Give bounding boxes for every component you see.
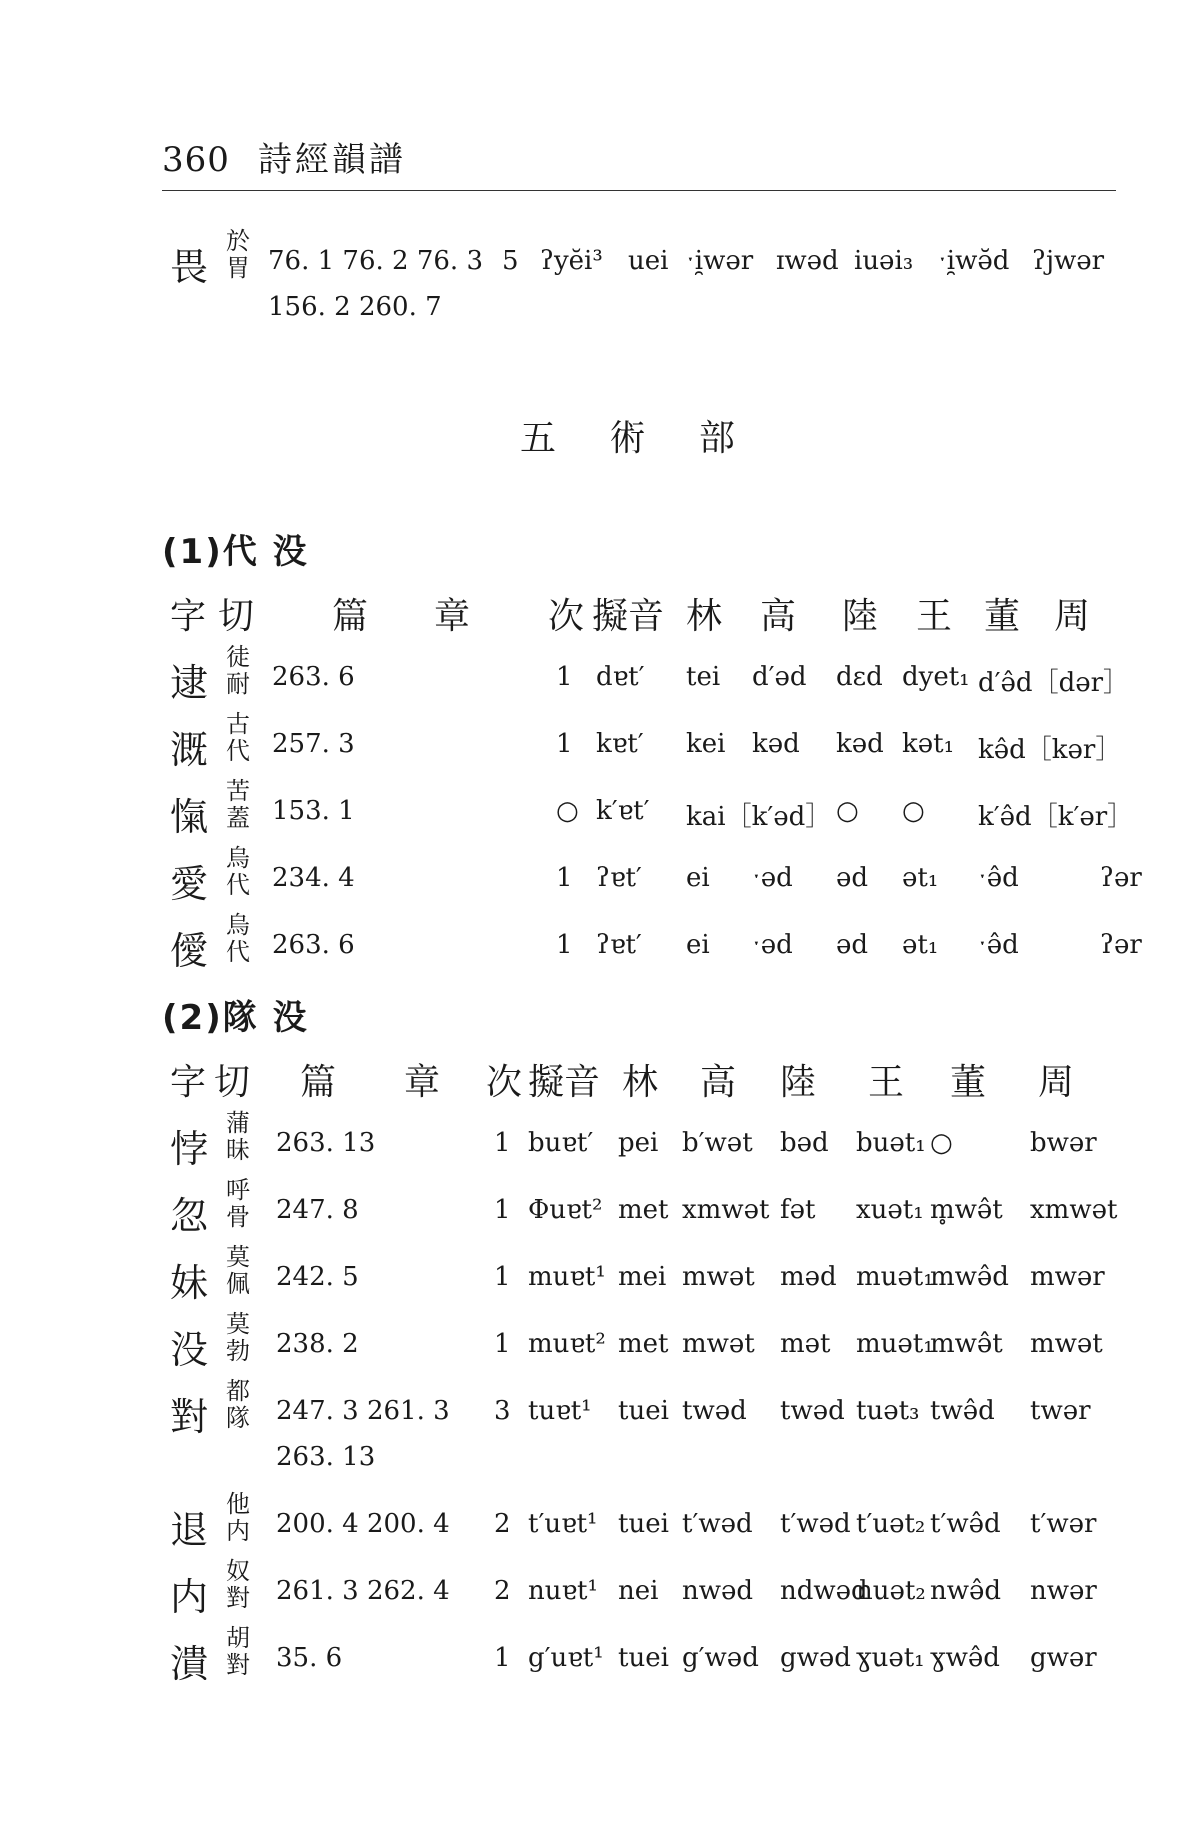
col-nishi: g′uɐt¹ [528,1643,604,1673]
col-lu: ndwəd [780,1576,868,1606]
col-dong: nwə̂d [930,1576,1002,1606]
entry-ref-continued: 263. 13 [276,1442,376,1472]
col-wang: iuəi₃ [854,246,914,276]
entry-ref: 238. 2 [276,1329,359,1359]
col-wang: ɣuət₁ [856,1643,925,1673]
entry-char: 愾 [170,795,209,839]
entry-ref: 263. 13 [276,1128,376,1158]
fanqie: 奴 對 [226,1557,250,1612]
entry-row [0,1109,1200,1171]
col-wang: nuət₂ [856,1576,926,1606]
book-title: 詩經韻譜 [257,140,406,180]
col-nishi: ʔɐt′ [596,863,642,893]
col-dong: k′ə̂d［k′ər］ [978,802,1134,832]
entry-char: 逮 [170,661,209,705]
entry-ref: 234. 4 [272,863,355,893]
col-zhou: nwər [1030,1576,1097,1606]
col-zhou: gwər [1030,1643,1097,1673]
col-zhou: ʔər [1100,930,1142,960]
entry-row [0,911,1200,973]
col-gao: mwət [682,1262,755,1292]
col-nishi: muɐt² [528,1329,606,1359]
entry-count: 1 [556,662,573,692]
col-zhou: t′wər [1030,1509,1097,1539]
page-number: 360 [162,140,230,180]
col-lin: kei [686,729,726,759]
col-zhou: ʔjwər [1032,246,1105,276]
entry-row [0,1243,1200,1305]
entry-ref: 247. 3 261. 3 [276,1396,450,1426]
col-nishi: muɐt¹ [528,1262,606,1292]
col-wang: muət₁ [856,1262,934,1292]
col-zhou: mwət [1030,1329,1103,1359]
col-dong: kə̂d［kər］ [978,735,1122,765]
col-gao: b′wət [682,1128,753,1158]
col-dong: ˑə̂d [978,863,1019,893]
entry-row [0,1377,1200,1439]
col-dong: mwə̂t [930,1329,1003,1359]
col-lu: əd [836,930,869,960]
entry-count: 1 [556,729,573,759]
entry-char: 妹 [170,1261,209,1305]
col-dong: mwə̂d [930,1262,1009,1292]
fanqie: 古 代 [226,710,250,765]
subsection-2-title: (2)隊 没 [162,998,309,1038]
subsection-1-title: (1)代 没 [162,532,309,572]
entry-char: 畏 [170,245,209,289]
entry-char: 潰 [170,1642,209,1686]
col-nishi: kɐt′ [596,729,644,759]
fanqie: 徒 耐 [226,643,250,698]
col-lu: mət [780,1329,831,1359]
col-gao: twəd [682,1396,747,1426]
entry-char: 退 [170,1508,209,1552]
fanqie: 於 胃 [226,227,250,282]
col-lu: gwəd [780,1643,851,1673]
col-zhou: mwər [1030,1262,1105,1292]
col-wang: dyet₁ [902,662,970,692]
entry-row [0,844,1200,906]
col-lin: met [618,1195,669,1225]
fanqie: 烏 代 [226,844,250,899]
col-lin: kai［k′əd］ [686,802,832,832]
entry-row [0,643,1200,705]
col-lu: məd [780,1262,837,1292]
col-gao: kəd [752,729,800,759]
col-gao: ˑi̯wər [686,246,754,276]
fanqie: 他 内 [226,1490,250,1545]
entry-ref: 263. 6 [272,930,355,960]
entry-char: 對 [170,1395,209,1439]
col-wang: ət₁ [902,863,939,893]
entry-count: 2 [494,1509,511,1539]
fanqie: 莫 勃 [226,1310,250,1365]
col-gao: g′wəd [682,1643,759,1673]
entry-count: 1 [556,930,573,960]
col-lu: twəd [780,1396,845,1426]
fanqie: 都 隊 [226,1377,250,1432]
entry-ref-continued: 156. 2 260. 7 [268,292,442,322]
entry-char: 忽 [170,1194,209,1238]
entry-count: 1 [494,1262,511,1292]
col-dong: ˑi̯wə̆d [938,246,1010,276]
col-nishi: t′uɐt¹ [528,1509,598,1539]
col-zhou: ʔər [1100,863,1142,893]
entry-count: 1 [494,1329,511,1359]
entry-row [0,1557,1200,1619]
col-nishi: Φuɐt² [528,1195,603,1225]
entry-char: 愛 [170,862,209,906]
col-wang: buət₁ [856,1128,926,1158]
entry-ref: 35. 6 [276,1643,343,1673]
col-lin: tuei [618,1643,669,1673]
entry-count: ○ [556,796,579,826]
col-lu: t′wəd [780,1509,851,1539]
col-dong: m̥wə̂t [930,1195,1003,1225]
entry-count: 5 [502,246,519,276]
fanqie: 苦 蓋 [226,777,250,832]
entry-count: 1 [494,1643,511,1673]
fanqie: 呼 骨 [226,1176,250,1231]
col-dong: ˑə̂d [978,930,1019,960]
col-gao: d′əd [752,662,807,692]
entry-row [0,1624,1200,1686]
entry-char: 没 [170,1328,209,1372]
col-gao: mwət [682,1329,755,1359]
entry-row [0,710,1200,772]
col-zhou: bwər [1030,1128,1097,1158]
col-lin: ei [686,863,710,893]
col-nishi: tuɐt¹ [528,1396,592,1426]
col-dong: ○ [930,1128,953,1158]
col-lin: nei [618,1576,659,1606]
col-gao: xmwət [682,1195,770,1225]
entry-ref: 76. 1 76. 2 76. 3 [268,246,483,276]
col-nishi: ʔɐt′ [596,930,642,960]
col-nishi: dɐt′ [596,662,645,692]
entry-ref: 261. 3 262. 4 [276,1576,450,1606]
col-dong: t′wə̂d [930,1509,1001,1539]
section-title: 五 術 部 [520,418,737,459]
entry-char: 悖 [170,1127,209,1171]
col-gao: ˑəd [752,930,793,960]
col-nishi: ʔyĕi³ [540,246,603,276]
entry-count: 1 [494,1128,511,1158]
col-lin: met [618,1329,669,1359]
entry-count: 1 [494,1195,511,1225]
col-gao: nwəd [682,1576,754,1606]
col-zhou: twər [1030,1396,1091,1426]
col-lu: ○ [836,796,859,826]
col-nishi: buɐt′ [528,1128,594,1158]
col-wang: t′uət₂ [856,1509,926,1539]
col-wang: muət₁ [856,1329,934,1359]
entry-ref: 242. 5 [276,1262,359,1292]
col-lu: fət [780,1195,816,1225]
entry-char: 溉 [170,728,209,772]
fanqie: 蒲 昧 [226,1109,250,1164]
col-dong: ɣwə̂d [930,1643,1000,1673]
col-lin: tuei [618,1509,669,1539]
fanqie: 莫 佩 [226,1243,250,1298]
entry-row-top [0,227,1200,289]
entry-char: 僾 [170,929,209,973]
col-wang: ət₁ [902,930,939,960]
entry-ref: 257. 3 [272,729,355,759]
col-lin: pei [618,1128,659,1158]
col-lin: tuei [618,1396,669,1426]
col-wang: ○ [902,796,925,826]
col-dong: d′ə̂d［dər］ [978,668,1130,698]
col-wang: xuət₁ [856,1195,924,1225]
page-header [162,132,406,181]
entry-row [0,777,1200,839]
entry-count: 3 [494,1396,511,1426]
entry-ref: 263. 6 [272,662,355,692]
fanqie: 胡 對 [226,1624,250,1679]
col-gao: t′wəd [682,1509,753,1539]
col-dong: twə̂d [930,1396,995,1426]
col-wang: tuət₃ [856,1396,920,1426]
entry-row [0,1176,1200,1238]
col-lu: bəd [780,1128,829,1158]
col-lin: tei [686,662,721,692]
col-zhou: xmwət [1030,1195,1118,1225]
entry-ref: 200. 4 200. 4 [276,1509,450,1539]
entry-count: 1 [556,863,573,893]
col-wang: kət₁ [902,729,955,759]
col-lu: ɪwəd [776,246,839,276]
col-nishi: k′ɐt′ [596,796,650,826]
col-lin: mei [618,1262,667,1292]
col-nishi: nuɐt¹ [528,1576,598,1606]
col-lin: uei [628,246,669,276]
entry-ref: 153. 1 [272,796,355,826]
entry-row [0,1310,1200,1372]
col-lin: ei [686,930,710,960]
entry-char: 内 [170,1575,209,1619]
entry-count: 2 [494,1576,511,1606]
col-gao: ˑəd [752,863,793,893]
entry-ref: 247. 8 [276,1195,359,1225]
col-lu: dɛd [836,662,883,692]
fanqie: 烏 代 [226,911,250,966]
entry-row [0,1490,1200,1552]
header-rule [162,190,1116,191]
col-lu: kəd [836,729,884,759]
col-lu: əd [836,863,869,893]
